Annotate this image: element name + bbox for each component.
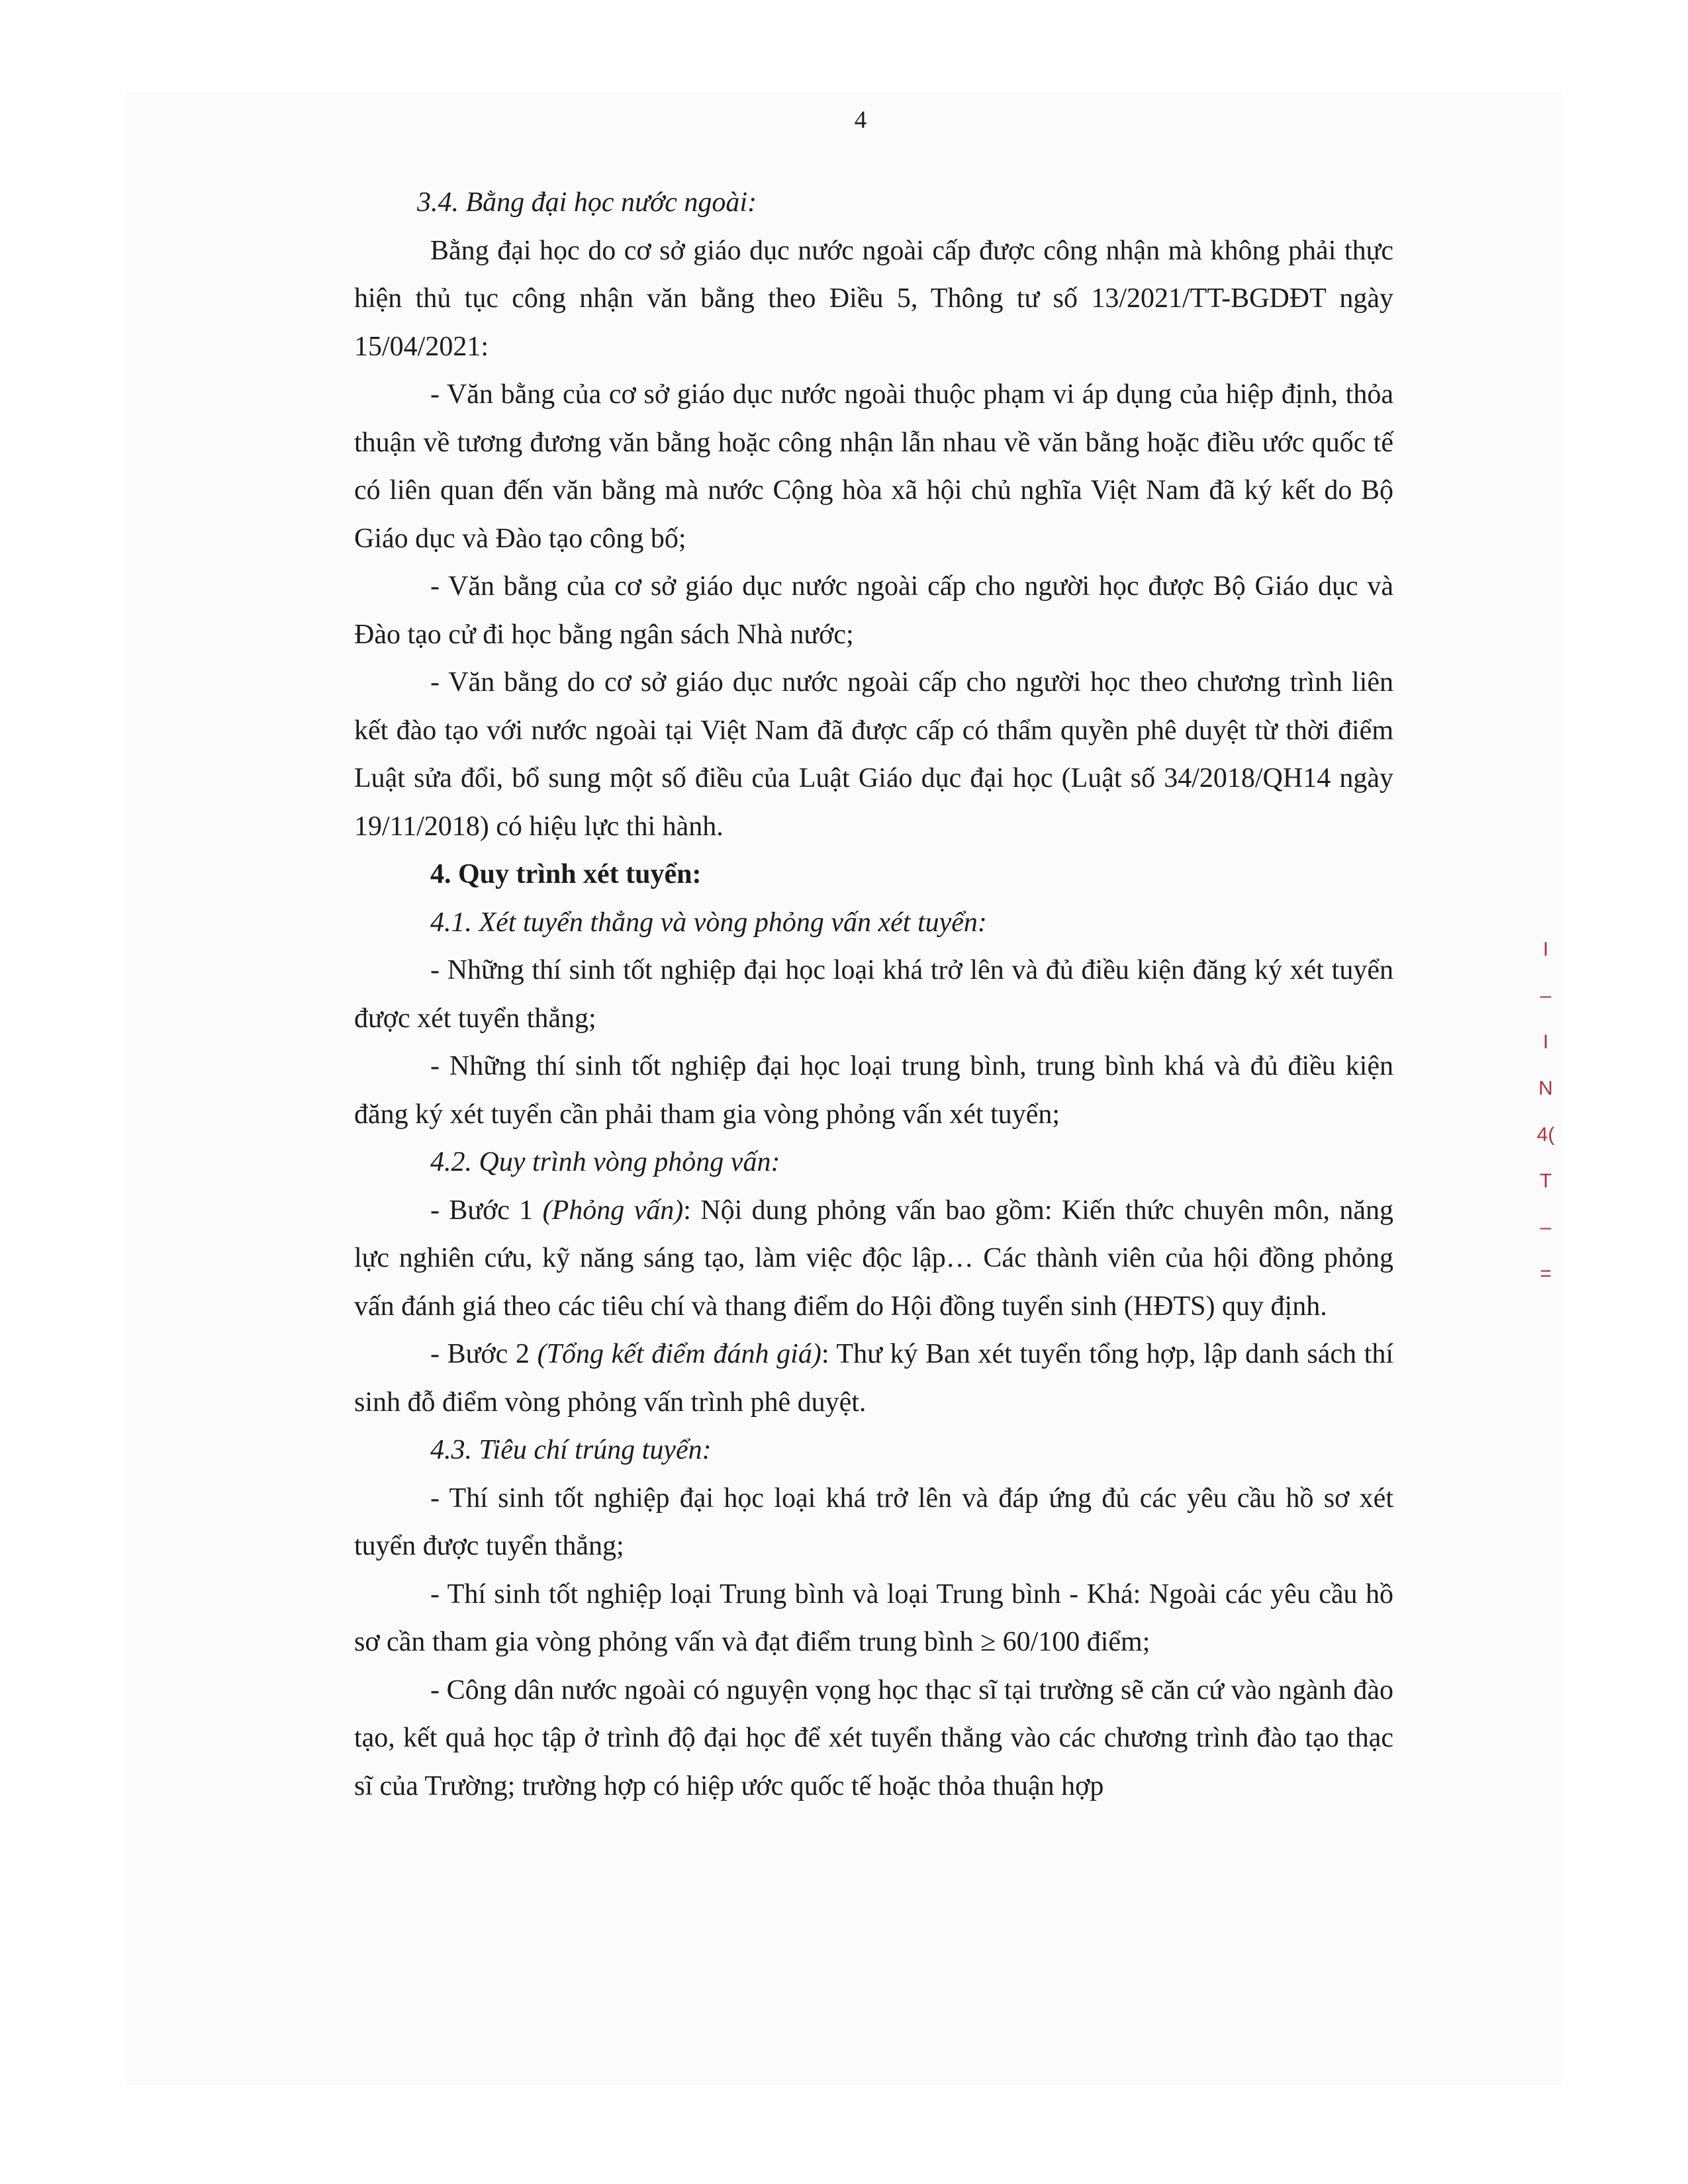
list-item: - Công dân nước ngoài có nguyện vọng học thạc sĩ tại trường sẽ căn cứ vào ngành đào tạo, kết quả học tập ở trình độ đại học để xét tuyển thẳng vào các chương trình đào tạo thạc sĩ của Trường; trường hợp có hiệp ước quốc tế hoặc thỏa thuận hợp (354, 1674, 1393, 1801)
step-1-label: (Phỏng vấn) (542, 1195, 684, 1226)
page-number: 4 (854, 107, 867, 134)
heading-4-2: 4.2. Quy trình vòng phỏng vấn: (430, 1147, 780, 1177)
heading-4-3: 4.3. Tiêu chí trúng tuyển: (430, 1435, 712, 1465)
list-item: - Những thí sinh tốt nghiệp đại học loại trung bình, trung bình khá và đủ điều kiện đăng ký xét tuyển cần phải tham gia vòng phỏng vấn xét tuyển; (354, 1051, 1393, 1130)
step-1-prefix: - Bước 1 (430, 1195, 543, 1226)
stamp-char: – (1540, 1216, 1552, 1238)
paragraph-3-4-intro: Bằng đại học do cơ sở giáo dục nước ngoài cấp được công nhận mà không phải thực hiện thủ tục công nhận văn bằng theo Điều 5, Thông tư số 13/2021/TT-BGDĐT ngày 15/04/2021: (354, 235, 1393, 362)
stamp-char: T (1539, 1170, 1552, 1192)
heading-4: 4. Quy trình xét tuyển: (430, 859, 702, 889)
step-2-prefix: - Bước 2 (430, 1339, 538, 1369)
list-item: - Văn bằng của cơ sở giáo dục nước ngoài thuộc phạm vi áp dụng của hiệp định, thỏa thuận về tương đương văn bằng hoặc công nhận lẫn nhau về văn bằng hoặc điều ước quốc tế có liên quan đến văn bằng mà nước Cộng hòa xã hội chủ nghĩa Việt Nam đã ký kết do Bộ Giáo dục và Đào tạo công bố; (354, 379, 1393, 554)
step-2-label: (Tổng kết điểm đánh giá) (537, 1339, 821, 1369)
step-1-text: : Nội dung phỏng vấn bao gồm: Kiến thức chuyên môn, năng lực nghiên cứu, kỹ năng sáng tạo, làm việc độc lập… Các thành viên của hội đồng phỏng vấn đánh giá theo các tiêu chí và thang điểm do Hội đồng tuyển sinh (HĐTS) quy định. (354, 1195, 1393, 1322)
step-2-text: : Thư ký Ban xét tuyển tổng hợp, lập danh sách thí sinh đỗ điểm vòng phỏng vấn trình phê duyệt. (354, 1339, 1394, 1418)
document-body (354, 179, 1393, 1810)
stamp-char: 4( (1536, 1124, 1555, 1146)
stamp-char: I – I (1540, 938, 1552, 1053)
stamp-char: = (1540, 1263, 1552, 1285)
list-item: - Văn bằng do cơ sở giáo dục nước ngoài cấp cho người học theo chương trình liên kết đào tạo với nước ngoài tại Việt Nam đã được cấp có thẩm quyền phê duyệt từ thời điểm Luật sửa đổi, bổ sung một số điều của Luật Giáo dục đại học (Luật số 34/2018/QH14 ngày 19/11/2018) có hiệu lực thi hành. (354, 667, 1393, 842)
list-item (354, 1187, 1393, 1331)
heading-3-4: 3.4. Bằng đại học nước ngoài: (417, 187, 757, 218)
stamp-char: N (1538, 1077, 1553, 1099)
list-item (354, 1330, 1393, 1426)
heading-4-1: 4.1. Xét tuyển thẳng và vòng phỏng vấn xét tuyển: (430, 907, 987, 938)
list-item: - Thí sinh tốt nghiệp loại Trung bình và loại Trung bình - Khá: Ngoài các yêu cầu hồ sơ cần tham gia vòng phỏng vấn và đạt điểm trung bình ≥ 60/100 điểm; (354, 1578, 1393, 1657)
list-item: - Văn bằng của cơ sở giáo dục nước ngoài cấp cho người học được Bộ Giáo dục và Đào tạo cử đi học bằng ngân sách Nhà nước; (354, 571, 1393, 650)
margin-stamp-fragment (1536, 927, 1556, 1297)
list-item: - Thí sinh tốt nghiệp đại học loại khá trở lên và đáp ứng đủ các yêu cầu hồ sơ xét tuyển được tuyển thẳng; (354, 1482, 1393, 1561)
list-item: - Những thí sinh tốt nghiệp đại học loại khá trở lên và đủ điều kiện đăng ký xét tuyển được xét tuyển thẳng; (354, 955, 1393, 1034)
